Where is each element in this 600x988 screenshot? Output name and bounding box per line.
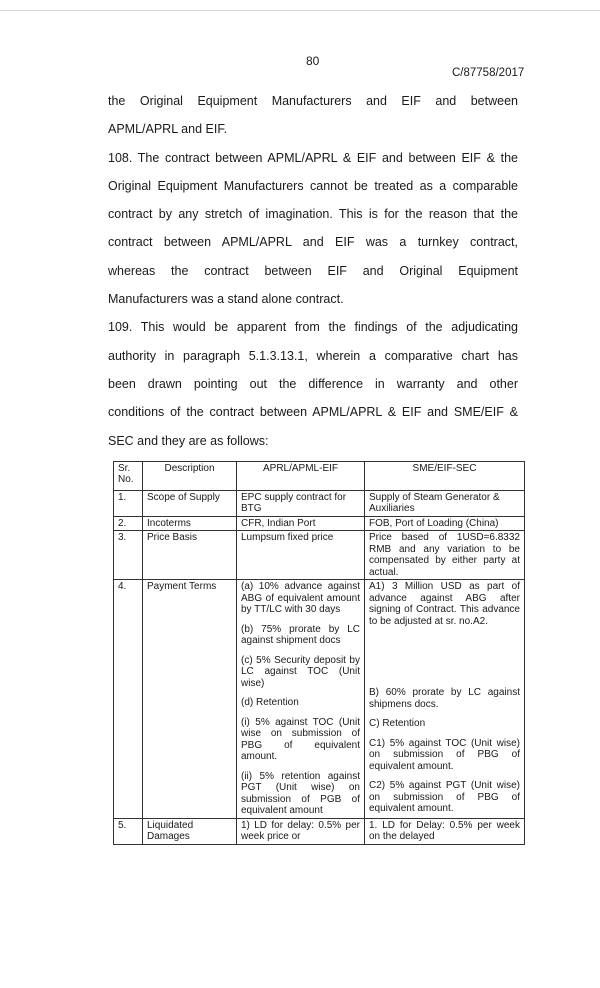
aprl-cell xyxy=(237,580,365,819)
paragraph-109 xyxy=(108,313,518,454)
page-number: 80 xyxy=(306,54,320,68)
aprl-cell: EPC supply contract for BTG xyxy=(237,490,365,516)
text-line: whereas the contract between EIF and Original Equipment xyxy=(108,263,518,278)
table-row xyxy=(114,490,525,516)
text-line: APML/APRL and EIF. xyxy=(108,122,228,137)
payment-term-b: (b) 75% prorate by LC against shipment docs xyxy=(241,623,360,647)
row-number: 1. xyxy=(114,490,143,516)
text-line: been drawn pointing out the difference in warranty and other xyxy=(108,376,518,391)
text-line: 109. This would be apparent from the findings of the adjudicating xyxy=(108,320,518,335)
row-number: 4. xyxy=(114,580,143,819)
table-header-row xyxy=(114,461,525,490)
sme-cell: Price based of 1USD=6.8332 RMB and any variation to be compensated by either party at actual. xyxy=(365,531,525,580)
header-aprl: APRL/APML-EIF xyxy=(237,461,365,490)
sme-cell: Supply of Steam Generator & Auxiliaries xyxy=(365,490,525,516)
text-line: conditions of the contract between APML/APRL & EIF and SME/EIF & xyxy=(108,405,518,420)
row-description: Scope of Supply xyxy=(143,490,237,516)
case-number: C/87758/2017 xyxy=(452,67,525,79)
comparison-table xyxy=(113,461,525,845)
payment-term-c2: C2) 5% against PGT (Unit wise) on submission of PBG of equivalent amount. xyxy=(369,780,520,815)
table-row xyxy=(114,531,525,580)
sme-cell: FOB, Port of Loading (China) xyxy=(365,516,525,531)
header-sme: SME/EIF-SEC xyxy=(365,461,525,490)
text-line: Manufacturers was a stand alone contract. xyxy=(108,292,344,307)
header-description: Description xyxy=(143,461,237,490)
header-sr-no: Sr. No. xyxy=(114,461,143,490)
payment-term-d-ii: (ii) 5% retention against PGT (Unit wise) on submission of PGB of equivalent amount xyxy=(241,770,360,817)
payment-term-c1: C1) 5% against TOC (Unit wise) on submission of PBG of equivalent amount. xyxy=(369,737,520,772)
table-row xyxy=(114,580,525,819)
row-description: Incoterms xyxy=(143,516,237,531)
page-body xyxy=(108,87,524,845)
sme-cell: 1. LD for Delay: 0.5% per week on the delayed xyxy=(365,818,525,844)
row-description: Payment Terms xyxy=(143,580,237,819)
table-row xyxy=(114,818,525,844)
text-line: 108. The contract between APML/APRL & EIF and between EIF & the xyxy=(108,150,518,165)
payment-term-d: (d) Retention xyxy=(241,697,299,709)
aprl-cell: Lumpsum fixed price xyxy=(237,531,365,580)
text-line: SEC and they are as follows: xyxy=(108,433,269,448)
payment-term-c: C) Retention xyxy=(369,718,426,730)
scan-edge-line xyxy=(0,10,600,11)
payment-term-b: B) 60% prorate by LC against shipmens docs. xyxy=(369,687,520,710)
sme-cell xyxy=(365,580,525,819)
text-line: the Original Equipment Manufacturers and EIF and between xyxy=(108,94,518,108)
paragraph-108 xyxy=(108,144,518,314)
text-line: Original Equipment Manufacturers cannot be treated as a comparable xyxy=(108,178,518,193)
text-line: contract by any stretch of imagination. This is for the reason that the xyxy=(108,207,518,222)
aprl-cell: 1) LD for delay: 0.5% per week price or xyxy=(237,818,365,844)
row-number: 2. xyxy=(114,516,143,531)
table-row xyxy=(114,516,525,531)
payment-term-d-i: (i) 5% against TOC (Unit wise on submission of PBG of equivalent amount. xyxy=(241,716,360,763)
payment-term-c: (c) 5% Security deposit by LC against TOC (Unit wise) xyxy=(241,654,360,689)
row-description: Liquidated Damages xyxy=(143,818,237,844)
row-number: 5. xyxy=(114,818,143,844)
row-description: Price Basis xyxy=(143,531,237,580)
text-line: contract between APML/APRL and EIF was a turnkey contract, xyxy=(108,235,518,250)
text-line: authority in paragraph 5.1.3.13.1, wherein a comparative chart has xyxy=(108,348,518,363)
payment-term-a1: A1) 3 Million USD as part of advance against ABG after signing of Contract. This advance to be adjusted at sr. no.A2. xyxy=(369,581,520,627)
aprl-cell: CFR, Indian Port xyxy=(237,516,365,531)
payment-term-a: (a) 10% advance against ABG of equivalent amount by TT/LC with 30 days xyxy=(241,581,360,616)
row-number: 3. xyxy=(114,531,143,580)
paragraph-continuation xyxy=(108,87,518,144)
